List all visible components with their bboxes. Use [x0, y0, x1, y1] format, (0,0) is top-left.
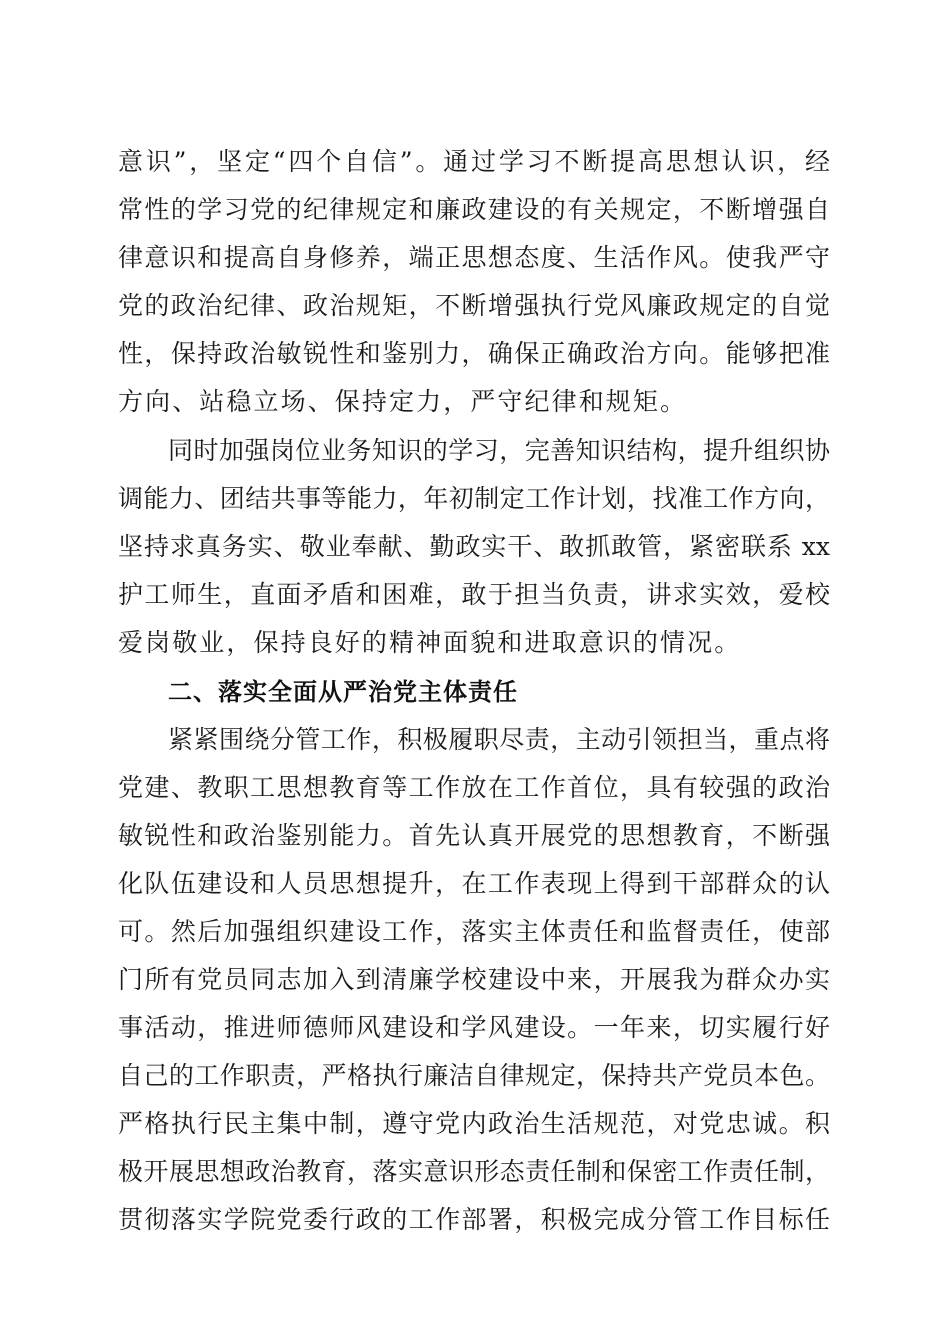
paragraph1-line-3: 律意识和提高自身修养，端正思想态度、生活作风。使我严守 [118, 243, 830, 272]
paragraph1-line-5: 性，保持政治敏锐性和鉴别力，确保正确政治方向。能够把准 [118, 339, 830, 368]
paragraph1-line-1: 意识”，坚定“四个自信”。通过学习不断提高思想认识，经 [118, 147, 830, 176]
paragraph3-line-8: 自己的工作职责，严格执行廉洁自律规定，保持共产党员本色。 [118, 1061, 830, 1090]
paragraph3-line-3: 敏锐性和政治鉴别能力。首先认真开展党的思想教育，不断强 [118, 821, 830, 850]
paragraph2-line-2: 调能力、团结共事等能力，年初制定工作计划，找准工作方向， [118, 484, 830, 513]
paragraph1-line-2: 常性的学习党的纪律规定和廉政建设的有关规定，不断增强自 [118, 195, 830, 224]
paragraph2-line-1: 同时加强岗位业务知识的学习，完善知识结构，提升组织协 [168, 436, 830, 465]
paragraph1-line-6: 方向、站稳立场、保持定力，严守纪律和规矩。 [118, 387, 688, 416]
paragraph2-line-3: 坚持求真务实、敬业奉献、勤政实干、敢抓敢管，紧密联系 xx [118, 532, 830, 561]
paragraph3-line-1: 紧紧围绕分管工作，积极履职尽责，主动引领担当，重点将 [168, 725, 830, 754]
paragraph3-line-6: 门所有党员同志加入到清廉学校建设中来，开展我为群众办实 [118, 965, 830, 994]
paragraph2-line-4: 护工师生，直面矛盾和困难，敢于担当负责，讲求实效，爱校 [118, 580, 830, 609]
paragraph3-line-9: 严格执行民主集中制，遵守党内政治生活规范，对党忠诚。积 [118, 1109, 830, 1138]
paragraph3-line-7: 事活动，推进师德师风建设和学风建设。一年来，切实履行好 [118, 1013, 830, 1042]
paragraph2-line-5: 爱岗敬业，保持良好的精神面貌和进取意识的情况。 [118, 628, 742, 657]
paragraph3-line-4: 化队伍建设和人员思想提升，在工作表现上得到干部群众的认 [118, 869, 830, 898]
paragraph3-line-5: 可。然后加强组织建设工作，落实主体责任和监督责任，使部 [118, 917, 830, 946]
section-heading: 二、落实全面从严治党主体责任 [168, 678, 518, 706]
paragraph3-line-2: 党建、教职工思想教育等工作放在工作首位，具有较强的政治 [118, 773, 830, 802]
paragraph1-line-4: 党的政治纪律、政治规矩，不断增强执行党风廉政规定的自觉 [118, 291, 830, 320]
paragraph3-line-11: 贯彻落实学院党委行政的工作部署，积极完成分管工作目标任 [118, 1205, 830, 1234]
paragraph3-line-10: 极开展思想政治教育，落实意识形态责任制和保密工作责任制， [118, 1157, 830, 1186]
